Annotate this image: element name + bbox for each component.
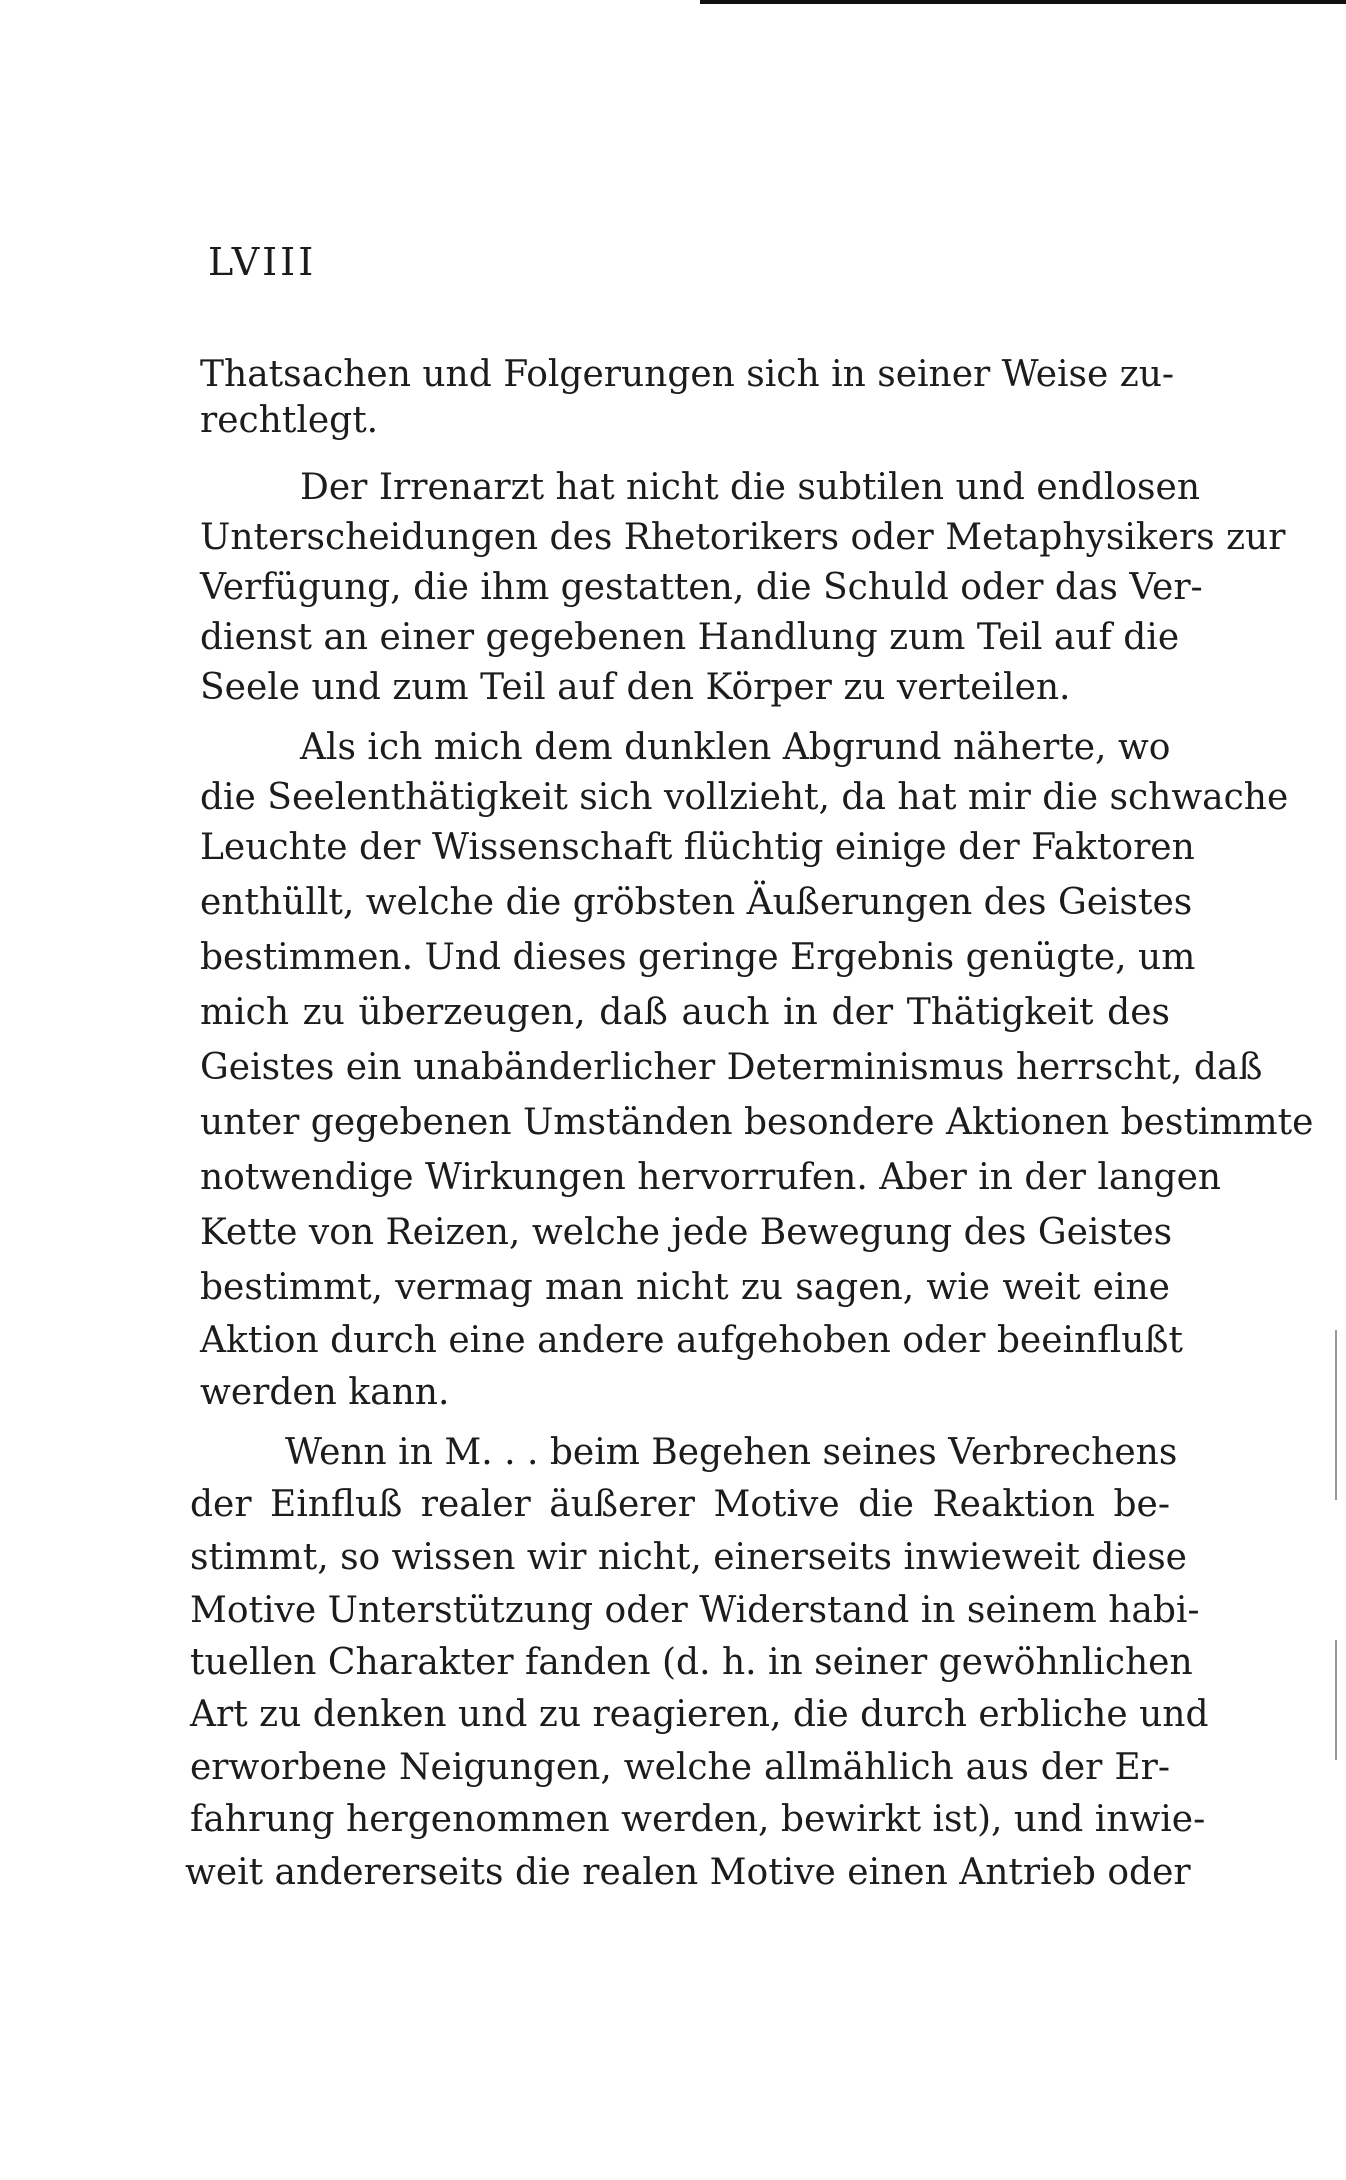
- text-line: Verfügung, die ihm gestatten, die Schuld oder das Ver-: [200, 567, 1203, 608]
- text-line: Seele und zum Teil auf den Körper zu verteilen.: [200, 667, 1071, 708]
- text-line: bestimmen. Und dieses geringe Ergebnis genügte, um: [200, 937, 1196, 978]
- text-line: Unterscheidungen des Rhetorikers oder Metaphysikers zur: [200, 517, 1286, 558]
- text-line: Aktion durch eine andere aufgehoben oder beeinflußt: [200, 1320, 1183, 1361]
- text-line: die Seelenthätigkeit sich vollzieht, da hat mir die schwache: [200, 777, 1289, 818]
- paragraph-first-line: Wenn in M. . . beim Begehen seines Verbrechens: [285, 1432, 1178, 1473]
- text-line: stimmt, so wissen wir nicht, einerseits inwieweit diese: [190, 1537, 1187, 1578]
- text-line: Geistes ein unabänderlicher Determinismus herrscht, daß: [200, 1047, 1263, 1088]
- text-line: bestimmt, vermag man nicht zu sagen, wie weit eine: [200, 1267, 1170, 1308]
- text-line: Kette von Reizen, welche jede Bewegung des Geistes: [200, 1212, 1173, 1253]
- text-line: Thatsachen und Folgerungen sich in seiner Weise zu-: [200, 354, 1175, 395]
- text-line: Motive Unterstützung oder Widerstand in seinem habi-: [190, 1590, 1200, 1631]
- text-line: weit andererseits die realen Motive einen Antrieb oder: [185, 1852, 1191, 1893]
- scan-edge-mark: [1335, 1640, 1337, 1760]
- text-line: Leuchte der Wissenschaft flüchtig einige der Faktoren: [200, 827, 1195, 868]
- page-number: LVIII: [208, 240, 317, 284]
- text-line: der Einfluß realer äußerer Motive die Reaktion be-: [190, 1484, 1170, 1525]
- text-line: rechtlegt.: [200, 400, 379, 441]
- text-line: dienst an einer gegebenen Handlung zum Teil auf die: [200, 617, 1180, 658]
- top-edge-rule: [700, 0, 1346, 4]
- text-line: erworbene Neigungen, welche allmählich aus der Er-: [190, 1747, 1170, 1788]
- text-line: mich zu überzeugen, daß auch in der Thätigkeit des: [200, 992, 1170, 1033]
- text-line: unter gegebenen Umständen besondere Aktionen bestimmte: [200, 1102, 1314, 1143]
- text-line: notwendige Wirkungen hervorrufen. Aber in der langen: [200, 1157, 1222, 1198]
- text-line: enthüllt, welche die gröbsten Äußerungen des Geistes: [200, 882, 1193, 923]
- paragraph-first-line: Der Irrenarzt hat nicht die subtilen und endlosen: [300, 467, 1200, 508]
- paragraph-first-line: Als ich mich dem dunklen Abgrund näherte, wo: [300, 727, 1171, 768]
- text-line: fahrung hergenommen werden, bewirkt ist), und inwie-: [190, 1799, 1206, 1840]
- scan-edge-mark: [1335, 1330, 1337, 1500]
- text-line: tuellen Charakter fanden (d. h. in seiner gewöhnlichen: [190, 1642, 1193, 1683]
- text-line: Art zu denken und zu reagieren, die durch erbliche und: [190, 1694, 1209, 1735]
- text-line: werden kann.: [200, 1372, 450, 1413]
